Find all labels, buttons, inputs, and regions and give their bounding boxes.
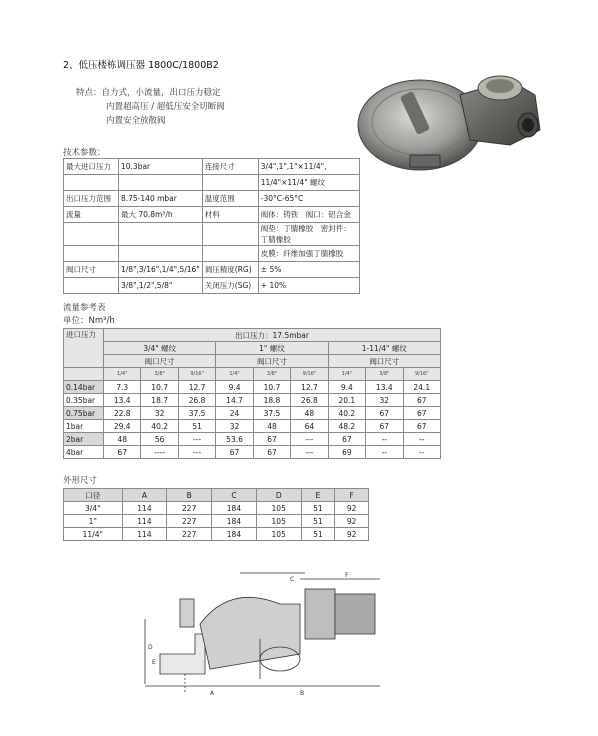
table-cell: 22.8 [104,407,141,420]
table-cell: --- [291,433,328,446]
table-cell: 92 [335,502,369,515]
table-cell: 105 [256,502,301,515]
column-header: B [167,489,212,502]
table-cell: 12.7 [178,381,215,394]
dimension-drawing [140,569,385,696]
table-cell: 11/4"×11/4" 螺纹 [258,175,359,191]
table-cell: 最大进口压力 [64,159,119,175]
table-cell: 8.75-140 mbar [119,191,203,207]
table-row [64,223,360,246]
table-cell: 67 [366,420,403,433]
table-cell: 阀垫：丁腈橡胶 密封件：丁腈橡胶 [258,223,359,246]
column-header: 口径 [64,489,123,502]
table-cell: 18.7 [141,394,178,407]
table-row [64,246,360,262]
table-cell: 阀口尺寸 [64,262,119,278]
table-cell: 40.2 [328,407,365,420]
corner-header: 进口压力 [64,329,104,368]
orifice-size: 1/4" [104,368,141,381]
table-cell: 67 [253,446,290,459]
table-cell: 53.6 [216,433,253,446]
orifice-header: 阀口尺寸 [104,355,216,368]
table-row [64,368,441,381]
table-cell: 51 [301,515,335,528]
table-cell: 11/4" [64,528,123,541]
flow-heading: 流量参考表 [63,303,106,313]
feature-line: 内置安全放散阀 [106,116,166,126]
table-cell: 51 [301,502,335,515]
table-row [64,489,369,502]
flow-table [63,328,441,459]
table-row [64,159,360,175]
dimensions-table [63,488,369,541]
inlet-cell: 0.75bar [64,407,104,420]
table-cell: 1" [64,515,123,528]
table-cell [202,223,258,246]
table-cell: 67 [104,446,141,459]
orifice-header: 阀口尺寸 [216,355,328,368]
table-cell: 114 [122,515,167,528]
table-cell: 105 [256,528,301,541]
table-row [64,407,441,420]
table-cell: 40.2 [141,420,178,433]
flow-unit: 单位：Nm³/h [63,316,115,326]
inlet-cell: 4bar [64,446,104,459]
table-cell: 18.8 [253,394,290,407]
table-cell: -30°C-65°C [258,191,359,207]
thread-group-header: 1" 螺纹 [216,342,328,355]
table-cell: 9.4 [216,381,253,394]
inlet-cell: 2bar [64,433,104,446]
table-cell: -- [403,433,441,446]
table-row [64,394,441,407]
table-cell: 48 [253,420,290,433]
table-cell: 105 [256,515,301,528]
orifice-size: 1/4" [328,368,365,381]
column-header: F [335,489,369,502]
table-row [64,528,369,541]
table-cell: --- [291,446,328,459]
table-cell: 67 [253,433,290,446]
table-cell: 184 [212,515,257,528]
table-cell: 26.8 [291,394,328,407]
table-cell: 67 [328,433,365,446]
table-cell: 12.7 [291,381,328,394]
table-cell: 24 [216,407,253,420]
column-header: A [122,489,167,502]
table-row [64,342,441,355]
specs-table [63,158,360,294]
table-cell: 48 [104,433,141,446]
table-cell: 32 [366,394,403,407]
table-cell: 3/4" [64,502,123,515]
table-row [64,262,360,278]
thread-group-header: 3/4" 螺纹 [104,342,216,355]
table-cell [64,223,119,246]
table-cell: 51 [301,528,335,541]
table-row [64,207,360,223]
orifice-size: 3/8" [366,368,403,381]
table-cell: 10.7 [141,381,178,394]
table-cell: 184 [212,502,257,515]
specs-heading: 技术参数： [63,148,106,158]
orifice-size: 9/16" [178,368,215,381]
table-cell: 13.4 [366,381,403,394]
inlet-cell: 0.14bar [64,381,104,394]
table-cell: 48 [291,407,328,420]
table-cell [119,175,203,191]
table-cell: 关闭压力(SG) [202,278,258,294]
table-cell: 3/8",1/2",5/8" [119,278,203,294]
table-cell: 51 [178,420,215,433]
table-cell: 26.8 [178,394,215,407]
column-header: D [256,489,301,502]
table-cell: 阀体：铸铁 阀口：铝合金 [258,207,359,223]
table-cell: 64 [291,420,328,433]
table-cell: 流量 [64,207,119,223]
page-title: 2、低压楼栋调压器 1800C/1800B2 [63,60,219,71]
dimension-label: A [210,690,215,696]
table-cell: 温度范围 [202,191,258,207]
table-cell [202,246,258,262]
table-cell: 67 [403,394,441,407]
table-cell: 92 [335,515,369,528]
table-cell: 184 [212,528,257,541]
table-cell [202,175,258,191]
table-cell: 227 [167,502,212,515]
table-cell: 37.5 [253,407,290,420]
table-cell: 最大 70.8m³/h [119,207,203,223]
table-cell: 10.3bar [119,159,203,175]
table-row [64,329,441,342]
table-cell: 9.4 [328,381,365,394]
table-cell: 出口压力范围 [64,191,119,207]
orifice-size: 9/16" [403,368,441,381]
orifice-size: 3/8" [253,368,290,381]
table-cell: 67 [403,407,441,420]
table-cell: 67 [403,420,441,433]
regulator-photo [350,40,550,175]
feature-line: 内置超高压 / 超低压安全切断阀 [106,102,225,112]
table-cell: 114 [122,502,167,515]
thread-group-header: 1-11/4" 螺纹 [328,342,440,355]
table-cell: ± 5% [258,262,359,278]
table-cell: 32 [216,420,253,433]
table-cell: -- [403,446,441,459]
table-cell: 材料 [202,207,258,223]
table-cell [64,246,119,262]
features-block [76,86,225,128]
outlet-header: 出口压力：17.5mbar [104,329,441,342]
table-cell: 48.2 [328,420,365,433]
dimension-label: F [345,572,349,579]
table-cell: --- [178,433,215,446]
table-cell: 皮膜：纤维加强丁腈橡胶 [258,246,359,262]
table-row [64,502,369,515]
table-cell [64,175,119,191]
inlet-cell: 0.35bar [64,394,104,407]
table-cell: 67 [216,446,253,459]
table-cell: 67 [366,407,403,420]
orifice-header: 阀口尺寸 [328,355,440,368]
table-cell: 24.1 [403,381,441,394]
column-header: C [212,489,257,502]
table-row [64,446,441,459]
dimension-label: C [290,576,295,583]
table-cell: 10.7 [253,381,290,394]
inlet-cell: 1bar [64,420,104,433]
table-row [64,191,360,207]
table-cell: 连接尺寸 [202,159,258,175]
table-row [64,278,360,294]
table-cell: 227 [167,528,212,541]
table-row [64,420,441,433]
table-row [64,433,441,446]
table-cell: 32 [141,407,178,420]
orifice-size: 1/4" [216,368,253,381]
column-header: E [301,489,335,502]
feature-line: 自力式，小流量，出口压力稳定 [101,88,221,98]
table-row [64,175,360,191]
table-cell: 56 [141,433,178,446]
table-cell: 114 [122,528,167,541]
table-cell: 3/4",1",1"×11/4", [258,159,359,175]
table-cell: ---- [141,446,178,459]
table-cell: 69 [328,446,365,459]
table-cell [64,278,119,294]
table-cell: 13.4 [104,394,141,407]
dimension-label: D [148,644,153,651]
table-cell: 92 [335,528,369,541]
table-cell: 14.7 [216,394,253,407]
table-cell: 227 [167,515,212,528]
table-cell: + 10% [258,278,359,294]
table-cell: 29.4 [104,420,141,433]
table-cell: 37.5 [178,407,215,420]
table-cell: 1/8",3/16",1/4",5/16" [119,262,203,278]
table-cell: --- [178,446,215,459]
table-cell: 7.3 [104,381,141,394]
table-row [64,381,441,394]
dimension-label: B [300,690,305,696]
table-cell [64,368,104,381]
orifice-size: 3/8" [141,368,178,381]
table-cell: 20.1 [328,394,365,407]
table-cell [119,246,203,262]
table-row [64,515,369,528]
dimension-label: E [152,659,156,666]
features-label: 特点： [76,88,102,98]
dimensions-heading: 外形尺寸 [63,476,98,486]
table-cell: 调压精度(RG) [202,262,258,278]
table-row [64,355,441,368]
table-cell [119,223,203,246]
table-cell: -- [366,446,403,459]
table-cell: -- [366,433,403,446]
orifice-size: 9/16" [291,368,328,381]
